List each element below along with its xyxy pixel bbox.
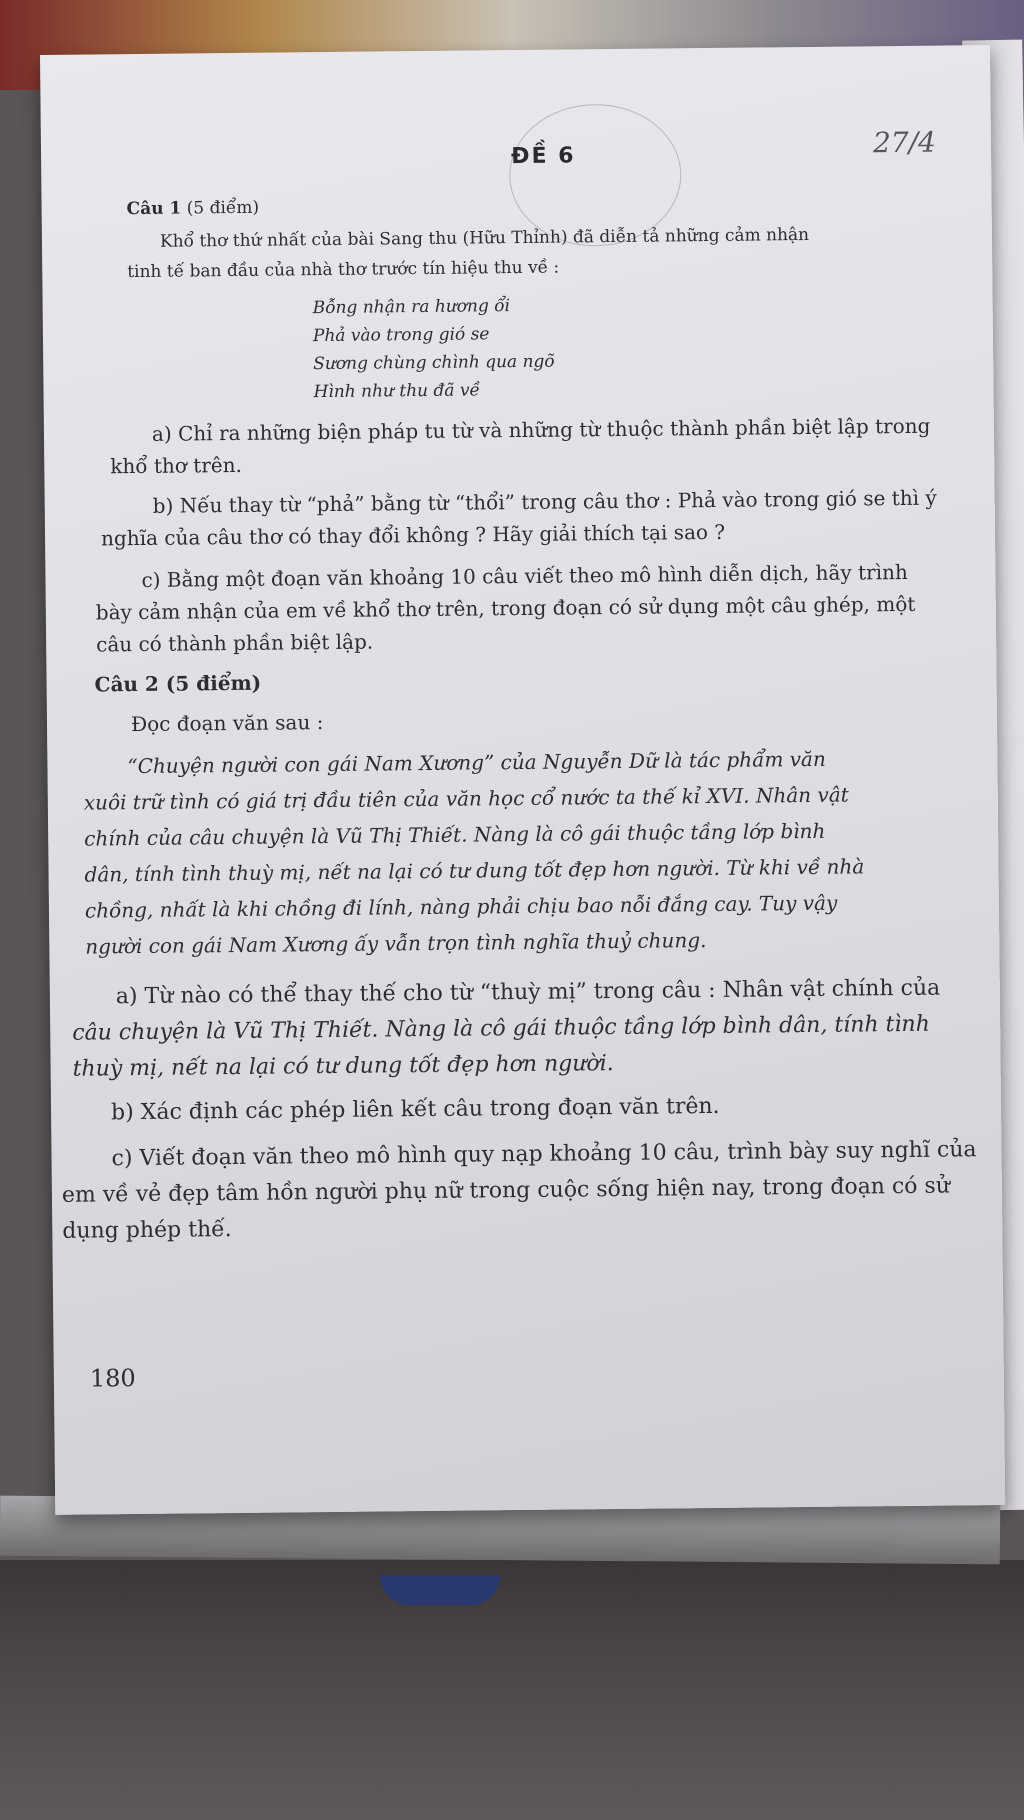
passage-line: chồng, nhất là khi chồng đi lính, nàng phải chịu bao nỗi đắng cay. Tuy vậy — [84, 890, 838, 923]
poem-line: Phả vào trong gió se — [312, 324, 490, 347]
poem-line: Bỗng nhận ra hương ổi — [312, 296, 511, 319]
passage-line: người con gái Nam Xương ấy vẫn trọn tình nghĩa thuỷ chung. — [85, 928, 707, 959]
cau2-question-a-line-3: thuỳ mị, nết na lại có tư dung tốt đẹp hơn người. — [72, 1051, 614, 1082]
poem-line: Hình như thu đã về — [313, 380, 481, 403]
cau1-question-b-line-2: nghĩa của câu thơ có thay đổi không ? Hãy giải thích tại sao ? — [100, 519, 726, 551]
handwritten-note: 27/4 — [872, 125, 937, 160]
cau1-intro-line-2: tinh tế ban đầu của nhà thơ trước tín hiệu thu về : — [127, 257, 560, 283]
exam-title: ĐỀ 6 — [510, 143, 576, 170]
book-page — [40, 45, 1005, 1515]
page-content — [40, 45, 1005, 1515]
cau2-question-c-line-3: dụng phép thế. — [62, 1217, 232, 1244]
cau2-question-c-line-1: c) Viết đoạn văn theo mô hình quy nạp khoảng 10 câu, trình bày suy nghĩ của — [111, 1137, 977, 1172]
pencil-circle-mark — [509, 103, 682, 247]
cau1-question-a-line-2: khổ thơ trên. — [110, 452, 243, 479]
cau1-points: (5 điểm) — [186, 197, 260, 219]
background-bottom — [0, 1560, 1024, 1820]
cau1-heading-label: Câu 1 — [126, 198, 182, 220]
page-number: 180 — [89, 1364, 136, 1393]
cau2-question-b: b) Xác định các phép liên kết câu trong đoạn văn trên. — [110, 1093, 720, 1126]
cau2-question-c-line-2: em về vẻ đẹp tâm hồn người phụ nữ trong cuộc sống hiện nay, trong đoạn có sử — [61, 1173, 951, 1208]
passage-line: chính của câu chuyện là Vũ Thị Thiết. Nàng là cô gái thuộc tầng lớp bình — [84, 818, 826, 851]
cau1-question-a-line-1: a) Chỉ ra những biện pháp tu từ và những từ thuộc thành phần biệt lập trong — [151, 413, 931, 446]
cau1-heading — [127, 198, 260, 219]
cau1-question-b-line-1: b) Nếu thay từ “phả” bằng từ “thổi” trong câu thơ : Phả vào trong gió se thì ý — [152, 485, 937, 518]
cau2-question-a-line-1: a) Từ nào có thể thay thế cho từ “thuỳ mị” trong câu : Nhân vật chính của — [115, 975, 941, 1010]
passage-line: dân, tính tình thuỳ mị, nết na lại có tư dung tốt đẹp hơn người. Từ khi về nhà — [84, 854, 865, 887]
cau2-question-a-line-2: câu chuyện là Vũ Thị Thiết. Nàng là cô gái thuộc tầng lớp bình dân, tính tình — [72, 1011, 930, 1046]
passage-line: “Chuyện người con gái Nam Xương” của Nguyễn Dữ là tác phẩm văn — [127, 746, 826, 779]
cau1-intro-line-1: Khổ thơ thứ nhất của bài Sang thu (Hữu Thỉnh) đã diễn tả những cảm nhận — [159, 224, 810, 252]
poem-line: Sương chùng chình qua ngõ — [313, 351, 555, 375]
background-object — [380, 1575, 500, 1605]
cau1-question-c-line-2: bày cảm nhận của em về khổ thơ trên, trong đoạn có sử dụng một câu ghép, một — [95, 591, 916, 625]
cau1-question-c-line-3: câu có thành phần biệt lập. — [96, 629, 374, 657]
cau2-lead: Đọc đoạn văn sau : — [130, 710, 324, 737]
passage-line: xuôi trữ tình có giá trị đầu tiên của văn học cổ nước ta thế kỉ XVI. Nhân vật — [83, 782, 849, 815]
cau1-question-c-line-1: c) Bằng một đoạn văn khoảng 10 câu viết theo mô hình diễn dịch, hãy trình — [141, 559, 908, 592]
cau2-heading: Câu 2 (5 điểm) — [94, 670, 262, 697]
